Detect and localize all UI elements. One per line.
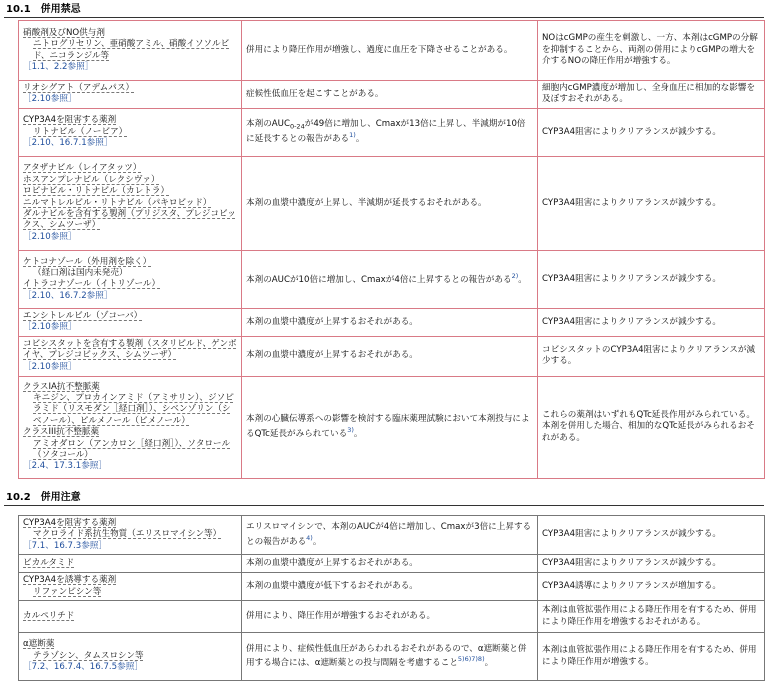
drug-name: （経口剤は国内未発売） — [33, 267, 128, 278]
effect-text: 本剤の血漿中濃度が上昇するおそれがある。 — [246, 558, 418, 569]
effect-text: 。 — [518, 275, 527, 286]
reference-link: ［2.4、17.3.1参照］ — [23, 461, 107, 472]
effect-cell — [242, 376, 538, 478]
reference-link: ［2.10参照］ — [23, 231, 77, 242]
drug-cell — [19, 516, 242, 555]
drug-name: ケトコナゾール（外用剤を除く） — [23, 256, 152, 267]
effect-text: 併用により降圧作用が増強し、過度に血圧を下降させることがある。 — [246, 44, 513, 55]
drug-cell — [19, 21, 242, 81]
table-row — [19, 336, 765, 376]
mechanism-cell: CYP3A4阻害によりクリアランスが減少する。 — [538, 250, 765, 308]
drug-cell — [19, 555, 242, 573]
citation: 4) — [306, 533, 313, 542]
drug-name: ホスアンプレナビル（レクシヴァ） — [23, 174, 160, 185]
drug-name: カルペリチド — [23, 610, 75, 621]
effect-text: 本剤のAUC — [246, 119, 290, 130]
drug-name: エンシトレルビル（ゾコーバ） — [23, 310, 143, 321]
section-divider — [4, 505, 764, 506]
effect-text: エリスロマイシンで、本剤のAUCが4倍に増加し、Cmaxが3倍に上昇するとの報告がある — [246, 522, 532, 547]
drug-name: CYP3A4を阻害する薬剤 — [23, 115, 117, 126]
effect-text: 。 — [312, 536, 322, 547]
table-row — [19, 601, 765, 633]
subscript: 0-24 — [289, 122, 305, 131]
effect-text: 症候性低血圧を起こすことがある。 — [246, 88, 384, 99]
drug-name: CYP3A4を阻害する薬剤 — [23, 518, 117, 528]
table-row — [19, 250, 765, 308]
table-row — [19, 555, 765, 573]
drug-cell — [19, 81, 242, 109]
drug-cell — [19, 573, 242, 601]
mechanism-cell: これらの薬剤はいずれもQTc延長作用がみられている。本剤を併用した場合、相加的なQTc延長がみられるおそれがある。 — [538, 376, 765, 478]
effect-cell — [242, 21, 538, 81]
table-row — [19, 156, 765, 250]
drug-name: リファンピシン等 — [33, 586, 102, 597]
drug-name: リオシグアト（アデムパス） — [23, 83, 135, 93]
reference-link: ［7.1、16.7.3参照］ — [23, 540, 107, 551]
effect-text: 。 — [353, 428, 363, 439]
drug-cell — [19, 108, 242, 156]
drug-name: コビシスタットを含有する製剤（スタリビルド、ゲンボイヤ、プレジコビックス、シムツーザ） — [23, 339, 237, 361]
table-row — [19, 516, 765, 555]
drug-cell — [19, 250, 242, 308]
drug-cell — [19, 308, 242, 336]
effect-cell — [242, 601, 538, 633]
reference-link: ［2.10、16.7.2参照］ — [23, 290, 113, 301]
table-row — [19, 81, 765, 109]
drug-name: テラゾシン、タムスロシン等 — [33, 650, 144, 661]
drug-name: CYP3A4を誘導する薬剤 — [23, 575, 117, 586]
reference-link: ［2.10参照］ — [23, 322, 77, 333]
mechanism-cell: CYP3A4阻害によりクリアランスが減少する。 — [538, 108, 765, 156]
drug-name: ビカルタミド — [23, 558, 75, 569]
drug-name: クラスIA抗不整脈薬 — [23, 381, 100, 392]
citation: 1) — [349, 131, 356, 140]
drug-name: ニルマトレルビル・リトナビル（パキロビッド） — [23, 197, 212, 208]
effect-cell — [242, 633, 538, 681]
effect-text: 併用により、症候性低血圧があらわれるおそれがあるので、α遮断薬と併用する場合には、α遮断薬との投与間隔を考慮すること — [246, 643, 527, 669]
effect-cell — [242, 156, 538, 250]
effect-text: 本剤の血漿中濃度が上昇するおそれがある。 — [246, 350, 418, 361]
mechanism-cell: CYP3A4阻害によりクリアランスが減少する。 — [538, 555, 765, 573]
mechanism-cell: CYP3A4阻害によりクリアランスが減少する。 — [538, 308, 765, 336]
drug-name: キニジン、プロカインアミド（アミサリン）、ジソピラミド（リスモダン［経口剤］）、シベンゾリン（シベノール）、ピルメノール（ピメノール） — [33, 392, 234, 426]
precautions-table — [18, 515, 765, 681]
drug-name: マクロライド系抗生物質（エリスロマイシン等） — [33, 529, 222, 540]
mechanism-cell: 本剤は血管拡張作用による降圧作用を有するため、併用により降圧作用が増強する。 — [538, 633, 765, 681]
citation: 5)6)7)8) — [457, 655, 485, 664]
mechanism-cell: CYP3A4阻害によりクリアランスが減少する。 — [538, 156, 765, 250]
drug-cell — [19, 156, 242, 250]
section-title-precautions: 10.2 併用注意 — [6, 492, 81, 503]
effect-text: 。 — [484, 658, 494, 669]
drug-name: α遮断薬 — [23, 639, 55, 650]
reference-link: ［2.10、16.7.1参照］ — [23, 138, 113, 149]
table-row — [19, 308, 765, 336]
reference-link: ［2.10参照］ — [23, 361, 77, 372]
contraindications-table — [18, 20, 765, 479]
table-row — [19, 21, 765, 81]
effect-cell — [242, 336, 538, 376]
effect-text: 併用により、降圧作用が増強するおそれがある。 — [246, 610, 436, 621]
drug-name: クラスIII抗不整脈薬 — [23, 427, 100, 438]
mechanism-cell: 細胞内cGMP濃度が増加し、全身血圧に相加的な影響を及ぼすおそれがある。 — [538, 81, 765, 109]
effect-cell — [242, 555, 538, 573]
mechanism-cell: CYP3A4阻害によりクリアランスが減少する。 — [538, 516, 765, 555]
drug-cell — [19, 633, 242, 681]
mechanism-cell: CYP3A4誘導によりクリアランスが増加する。 — [538, 573, 765, 601]
citation: 3) — [347, 425, 354, 434]
drug-name: イトラコナゾール（イトリゾール） — [23, 279, 161, 290]
table-row — [19, 633, 765, 681]
citation: 2) — [511, 272, 519, 281]
drug-cell — [19, 601, 242, 633]
drug-name: アタザナビル（レイアタッツ） — [23, 163, 142, 174]
effect-cell — [242, 81, 538, 109]
mechanism-cell: NOはcGMPの産生を刺激し、一方、本剤はcGMPの分解を抑制することから、両剤の併用によりcGMPの増大を介するNOの降圧作用が増強する。 — [538, 21, 765, 81]
drug-name: ダルナビルを含有する製剤（プリジスタ、プレジコビックス、シムツーザ） — [23, 209, 236, 231]
reference-link: ［7.2、16.7.4、16.7.5参照］ — [23, 662, 143, 673]
reference-link: ［1.1、2.2参照］ — [23, 61, 94, 72]
drug-name: 硝酸剤及びNO供与剤 — [23, 27, 105, 38]
table-row — [19, 573, 765, 601]
effect-text: 本剤の心臓伝導系への影響を検討する臨床薬理試験において本剤投与によるQTc延長がみられている — [246, 414, 530, 439]
effect-cell — [242, 573, 538, 601]
drug-name: ニトログリセリン、亜硝酸アミル、硝酸イソソルビド、ニコランジル等 — [33, 39, 230, 61]
effect-text: 本剤の血漿中濃度が上昇するおそれがある。 — [246, 316, 418, 327]
drug-name: アミオダロン（アンカロン［経口剤］）、ソタロール（ソタコール） — [33, 438, 231, 461]
mechanism-cell: コビシスタットのCYP3A4阻害によりクリアランスが減少する。 — [538, 336, 765, 376]
effect-cell — [242, 516, 538, 555]
drug-name: ロピナビル・リトナビル（カレトラ） — [23, 186, 170, 197]
effect-cell — [242, 108, 538, 156]
effect-text: 本剤の血漿中濃度が低下するおそれがある。 — [246, 580, 418, 591]
drug-cell — [19, 376, 242, 478]
effect-cell — [242, 308, 538, 336]
drug-cell — [19, 336, 242, 376]
effect-text: 。 — [355, 134, 365, 145]
table-row — [19, 376, 765, 478]
effect-text: 本剤のAUCが10倍に増加し、Cmaxが4倍に上昇するとの報告がある — [246, 275, 512, 286]
reference-link: ［2.10参照］ — [23, 94, 77, 105]
table-row — [19, 108, 765, 156]
drug-name: リトナビル（ノービア） — [33, 126, 128, 137]
effect-cell — [242, 250, 538, 308]
section-title-contraindications: 10.1 併用禁忌 — [6, 4, 81, 15]
mechanism-cell: 本剤は血管拡張作用による降圧作用を有するため、併用により降圧作用を増強するおそれがある。 — [538, 601, 765, 633]
section-divider — [4, 17, 764, 18]
effect-text: 本剤の血漿中濃度が上昇し、半減期が延長するおそれがある。 — [246, 197, 487, 208]
effect-text: が49倍に増加し、Cmaxが13倍に上昇し、半減期が10倍に延長するとの報告がある — [246, 119, 526, 145]
